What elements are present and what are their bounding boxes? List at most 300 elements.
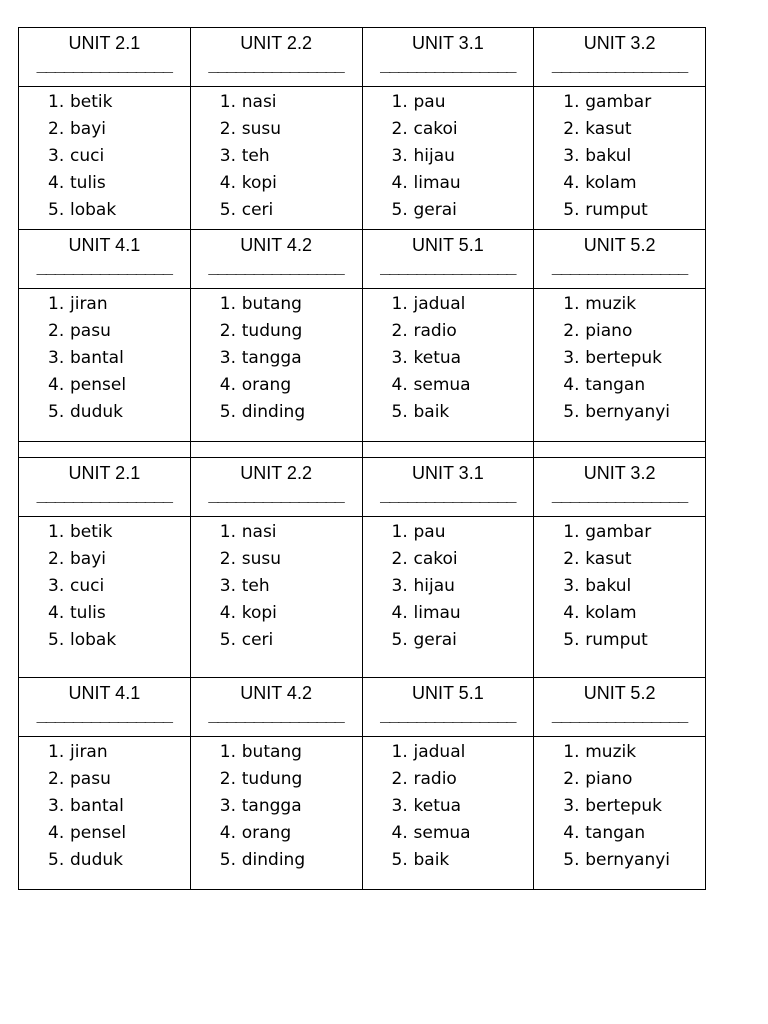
spelling-list-table	[18, 27, 706, 890]
word-item	[392, 739, 534, 766]
word-list-cell	[534, 517, 706, 678]
word-list-cell	[534, 737, 706, 890]
unit-header-cell	[190, 458, 362, 517]
spacer-cell	[362, 442, 534, 458]
unit-header-cell	[534, 230, 706, 289]
word-text: kopi	[241, 173, 277, 193]
word-item	[392, 372, 534, 399]
word-number: 3.	[219, 796, 236, 816]
word-number: 4.	[48, 603, 65, 623]
word-number: 1.	[563, 294, 580, 314]
word-number: 2.	[48, 119, 65, 139]
word-list	[563, 739, 705, 874]
word-number: 3.	[563, 796, 580, 816]
word-text: betik	[70, 522, 113, 542]
unit-header-row	[19, 28, 706, 87]
word-number: 2.	[48, 321, 65, 341]
word-text: tudung	[241, 321, 303, 341]
word-list	[220, 89, 362, 224]
word-text: butang	[241, 742, 302, 762]
word-text: tangga	[241, 348, 302, 368]
word-number: 5.	[563, 630, 580, 650]
word-text: tangan	[585, 823, 646, 843]
word-text: muzik	[585, 742, 637, 762]
spacer-cell	[534, 442, 706, 458]
unit-title: UNIT 4.2	[240, 235, 312, 255]
word-text: bantal	[70, 348, 124, 368]
word-item	[48, 573, 190, 600]
unit-title: UNIT 2.2	[240, 463, 312, 483]
word-list	[220, 291, 362, 426]
word-number: 2.	[48, 549, 65, 569]
word-text: jadual	[413, 294, 466, 314]
word-list	[392, 89, 534, 224]
word-item	[563, 600, 705, 627]
word-number: 1.	[48, 92, 65, 112]
unit-header-cell	[190, 230, 362, 289]
unit-header-cell	[190, 678, 362, 737]
word-number: 3.	[219, 146, 236, 166]
word-number: 1.	[563, 742, 580, 762]
word-item	[220, 847, 362, 874]
word-text: rumput	[585, 200, 648, 220]
word-text: lobak	[70, 200, 117, 220]
word-text: gambar	[585, 522, 652, 542]
name-blank-line: _______________	[208, 257, 344, 275]
word-item	[563, 546, 705, 573]
word-text: bayi	[70, 549, 106, 569]
word-number: 4.	[391, 173, 408, 193]
word-number: 2.	[391, 321, 408, 341]
word-item	[220, 291, 362, 318]
word-number: 5.	[563, 850, 580, 870]
word-number: 4.	[391, 603, 408, 623]
word-item	[48, 739, 190, 766]
word-item	[563, 766, 705, 793]
word-list	[220, 739, 362, 874]
word-item	[220, 546, 362, 573]
spacer-cell	[19, 442, 191, 458]
word-text: jiran	[70, 742, 108, 762]
word-text: ceri	[241, 630, 274, 650]
word-item	[220, 766, 362, 793]
name-blank-line: _______________	[36, 55, 172, 73]
word-item	[48, 546, 190, 573]
unit-header-cell	[362, 678, 534, 737]
word-text: ceri	[241, 200, 274, 220]
word-number: 2.	[219, 119, 236, 139]
word-text: pau	[413, 522, 446, 542]
word-item	[48, 399, 190, 426]
word-list-cell	[534, 289, 706, 442]
word-item	[48, 291, 190, 318]
unit-title: UNIT 4.1	[68, 235, 141, 255]
word-number: 5.	[219, 630, 236, 650]
word-text: duduk	[70, 402, 123, 422]
word-text: bayi	[70, 119, 106, 139]
word-number: 5.	[391, 402, 408, 422]
word-number: 3.	[563, 146, 580, 166]
word-item	[392, 116, 534, 143]
word-number: 3.	[48, 796, 65, 816]
word-text: orang	[241, 375, 292, 395]
word-text: semua	[413, 823, 471, 843]
word-text: baik	[413, 402, 450, 422]
word-text: radio	[413, 321, 457, 341]
word-text: nasi	[241, 92, 277, 112]
word-text: piano	[585, 321, 633, 341]
word-number: 5.	[219, 850, 236, 870]
word-item	[392, 600, 534, 627]
name-blank-line: _______________	[552, 705, 688, 723]
word-item	[563, 573, 705, 600]
unit-header-cell	[19, 678, 191, 737]
word-text: kolam	[585, 603, 637, 623]
unit-title: UNIT 2.2	[240, 33, 312, 53]
word-number: 2.	[563, 119, 580, 139]
unit-title: UNIT 2.1	[68, 463, 141, 483]
word-number: 5.	[391, 200, 408, 220]
unit-header-cell	[19, 230, 191, 289]
word-text: jiran	[70, 294, 108, 314]
word-item	[220, 197, 362, 224]
word-text: tulis	[70, 173, 106, 193]
unit-title: UNIT 3.2	[583, 33, 656, 53]
word-item	[220, 793, 362, 820]
word-number: 2.	[563, 549, 580, 569]
word-text: tulis	[70, 603, 106, 623]
word-list-cell	[190, 289, 362, 442]
word-item	[48, 766, 190, 793]
word-number: 1.	[391, 742, 408, 762]
word-list-cell	[19, 737, 191, 890]
unit-title: UNIT 4.1	[68, 683, 141, 703]
word-list-row	[19, 87, 706, 230]
word-text: bernyanyi	[585, 402, 671, 422]
word-text: pau	[413, 92, 446, 112]
word-item	[220, 89, 362, 116]
word-number: 1.	[219, 522, 236, 542]
unit-title: UNIT 5.2	[583, 235, 656, 255]
word-number: 4.	[219, 603, 236, 623]
word-text: kasut	[585, 119, 632, 139]
word-item	[48, 820, 190, 847]
word-item	[563, 197, 705, 224]
word-number: 1.	[48, 294, 65, 314]
word-number: 3.	[391, 576, 408, 596]
word-text: susu	[241, 549, 282, 569]
word-item	[563, 372, 705, 399]
word-text: orang	[241, 823, 292, 843]
word-list	[48, 519, 190, 654]
word-text: teh	[241, 576, 270, 596]
word-list-cell	[362, 737, 534, 890]
word-item	[563, 318, 705, 345]
word-list-cell	[362, 87, 534, 230]
word-number: 5.	[219, 402, 236, 422]
spacer-cell	[190, 442, 362, 458]
word-item	[392, 399, 534, 426]
word-number: 5.	[219, 200, 236, 220]
word-list	[48, 739, 190, 874]
word-number: 5.	[48, 850, 65, 870]
unit-header-cell	[362, 28, 534, 87]
word-text: bakul	[585, 576, 632, 596]
word-text: cakoi	[413, 119, 458, 139]
word-item	[563, 116, 705, 143]
word-text: tangan	[585, 375, 646, 395]
name-blank-line: _______________	[36, 485, 172, 503]
word-text: gambar	[585, 92, 652, 112]
word-number: 1.	[391, 294, 408, 314]
word-text: pensel	[70, 375, 127, 395]
word-item	[48, 793, 190, 820]
word-text: ketua	[413, 348, 462, 368]
word-text: limau	[413, 173, 461, 193]
word-number: 2.	[219, 769, 236, 789]
word-number: 3.	[48, 576, 65, 596]
word-number: 1.	[391, 92, 408, 112]
word-number: 5.	[563, 200, 580, 220]
word-item	[220, 627, 362, 654]
name-blank-line: _______________	[552, 257, 688, 275]
word-item	[392, 170, 534, 197]
word-item	[48, 89, 190, 116]
unit-title: UNIT 2.1	[68, 33, 141, 53]
word-number: 4.	[563, 823, 580, 843]
word-number: 1.	[563, 92, 580, 112]
word-list-cell	[190, 737, 362, 890]
word-number: 4.	[391, 823, 408, 843]
word-number: 1.	[48, 742, 65, 762]
word-text: bernyanyi	[585, 850, 671, 870]
word-number: 2.	[219, 321, 236, 341]
word-number: 4.	[48, 173, 65, 193]
word-text: radio	[413, 769, 457, 789]
word-list-cell	[190, 517, 362, 678]
word-text: kolam	[585, 173, 637, 193]
word-list-cell	[534, 87, 706, 230]
word-item	[563, 739, 705, 766]
word-text: teh	[241, 146, 270, 166]
word-list-row	[19, 737, 706, 890]
word-number: 2.	[563, 769, 580, 789]
word-item	[392, 89, 534, 116]
unit-title: UNIT 3.1	[412, 33, 484, 53]
unit-title: UNIT 5.1	[412, 235, 484, 255]
word-item	[48, 519, 190, 546]
word-item	[220, 116, 362, 143]
spacer-row	[19, 442, 706, 458]
word-list	[48, 89, 190, 224]
word-text: bertepuk	[585, 348, 663, 368]
word-text: pensel	[70, 823, 127, 843]
word-item	[220, 739, 362, 766]
word-list-cell	[362, 289, 534, 442]
unit-title: UNIT 5.2	[583, 683, 656, 703]
word-text: pasu	[70, 321, 111, 341]
word-number: 1.	[219, 294, 236, 314]
word-text: jadual	[413, 742, 466, 762]
word-text: dinding	[241, 850, 306, 870]
word-item	[48, 372, 190, 399]
word-list-cell	[19, 517, 191, 678]
unit-header-cell	[534, 458, 706, 517]
word-number: 4.	[219, 173, 236, 193]
name-blank-line: _______________	[380, 257, 516, 275]
unit-header-cell	[362, 230, 534, 289]
word-text: hijau	[413, 576, 455, 596]
word-text: bantal	[70, 796, 124, 816]
word-item	[220, 399, 362, 426]
word-list	[220, 519, 362, 654]
word-text: muzik	[585, 294, 637, 314]
word-number: 5.	[391, 850, 408, 870]
word-number: 5.	[391, 630, 408, 650]
word-number: 2.	[219, 549, 236, 569]
word-item	[220, 372, 362, 399]
word-item	[563, 627, 705, 654]
word-item	[392, 318, 534, 345]
unit-header-cell	[534, 678, 706, 737]
name-blank-line: _______________	[380, 55, 516, 73]
name-blank-line: _______________	[552, 485, 688, 503]
word-number: 1.	[48, 522, 65, 542]
word-item	[220, 573, 362, 600]
unit-title: UNIT 5.1	[412, 683, 484, 703]
name-blank-line: _______________	[208, 55, 344, 73]
word-item	[220, 519, 362, 546]
word-list-row	[19, 517, 706, 678]
word-text: semua	[413, 375, 471, 395]
name-blank-line: _______________	[208, 485, 344, 503]
unit-header-row	[19, 230, 706, 289]
word-item	[48, 170, 190, 197]
word-number: 2.	[391, 769, 408, 789]
word-item	[220, 170, 362, 197]
word-item	[48, 197, 190, 224]
word-item	[392, 820, 534, 847]
word-item	[48, 627, 190, 654]
word-number: 3.	[219, 576, 236, 596]
name-blank-line: _______________	[552, 55, 688, 73]
word-number: 3.	[219, 348, 236, 368]
word-text: tangga	[241, 796, 302, 816]
name-blank-line: _______________	[36, 705, 172, 723]
unit-header-cell	[19, 458, 191, 517]
word-number: 1.	[563, 522, 580, 542]
word-number: 3.	[48, 146, 65, 166]
word-number: 2.	[563, 321, 580, 341]
word-item	[48, 847, 190, 874]
unit-header-row	[19, 678, 706, 737]
word-item	[48, 143, 190, 170]
word-list	[392, 519, 534, 654]
word-item	[48, 318, 190, 345]
word-text: kopi	[241, 603, 277, 623]
word-text: gerai	[413, 200, 457, 220]
word-list-cell	[362, 517, 534, 678]
word-item	[392, 197, 534, 224]
word-item	[392, 793, 534, 820]
word-number: 4.	[563, 603, 580, 623]
word-text: limau	[413, 603, 461, 623]
word-text: duduk	[70, 850, 123, 870]
word-item	[563, 519, 705, 546]
word-number: 3.	[391, 146, 408, 166]
word-item	[392, 143, 534, 170]
word-item	[48, 345, 190, 372]
word-number: 4.	[219, 375, 236, 395]
word-text: gerai	[413, 630, 457, 650]
name-blank-line: _______________	[380, 485, 516, 503]
word-text: kasut	[585, 549, 632, 569]
word-number: 3.	[391, 796, 408, 816]
word-text: bakul	[585, 146, 632, 166]
word-text: butang	[241, 294, 302, 314]
word-item	[392, 291, 534, 318]
word-item	[220, 820, 362, 847]
word-list-cell	[190, 87, 362, 230]
word-number: 3.	[48, 348, 65, 368]
word-list	[563, 519, 705, 654]
word-text: rumput	[585, 630, 648, 650]
word-number: 1.	[391, 522, 408, 542]
word-item	[220, 345, 362, 372]
word-text: cakoi	[413, 549, 458, 569]
word-number: 4.	[563, 173, 580, 193]
word-item	[220, 600, 362, 627]
word-item	[563, 345, 705, 372]
word-text: hijau	[413, 146, 455, 166]
word-item	[220, 143, 362, 170]
word-item	[48, 600, 190, 627]
word-text: bertepuk	[585, 796, 663, 816]
word-number: 3.	[563, 348, 580, 368]
word-text: lobak	[70, 630, 117, 650]
word-item	[563, 399, 705, 426]
word-text: pasu	[70, 769, 111, 789]
word-text: baik	[413, 850, 450, 870]
word-text: piano	[585, 769, 633, 789]
word-list-cell	[19, 87, 191, 230]
unit-title: UNIT 3.1	[412, 463, 484, 483]
word-item	[392, 519, 534, 546]
word-text: susu	[241, 119, 282, 139]
word-item	[563, 291, 705, 318]
word-number: 4.	[48, 823, 65, 843]
name-blank-line: _______________	[208, 705, 344, 723]
unit-title: UNIT 4.2	[240, 683, 312, 703]
word-item	[563, 793, 705, 820]
word-number: 1.	[219, 92, 236, 112]
word-item	[392, 627, 534, 654]
unit-header-cell	[362, 458, 534, 517]
word-item	[563, 143, 705, 170]
word-number: 4.	[48, 375, 65, 395]
word-text: dinding	[241, 402, 306, 422]
word-number: 5.	[48, 402, 65, 422]
word-text: ketua	[413, 796, 462, 816]
word-text: tudung	[241, 769, 303, 789]
word-number: 1.	[219, 742, 236, 762]
word-list	[563, 89, 705, 224]
word-item	[563, 89, 705, 116]
word-item	[392, 847, 534, 874]
unit-header-cell	[19, 28, 191, 87]
word-item	[563, 847, 705, 874]
word-text: cuci	[70, 576, 105, 596]
